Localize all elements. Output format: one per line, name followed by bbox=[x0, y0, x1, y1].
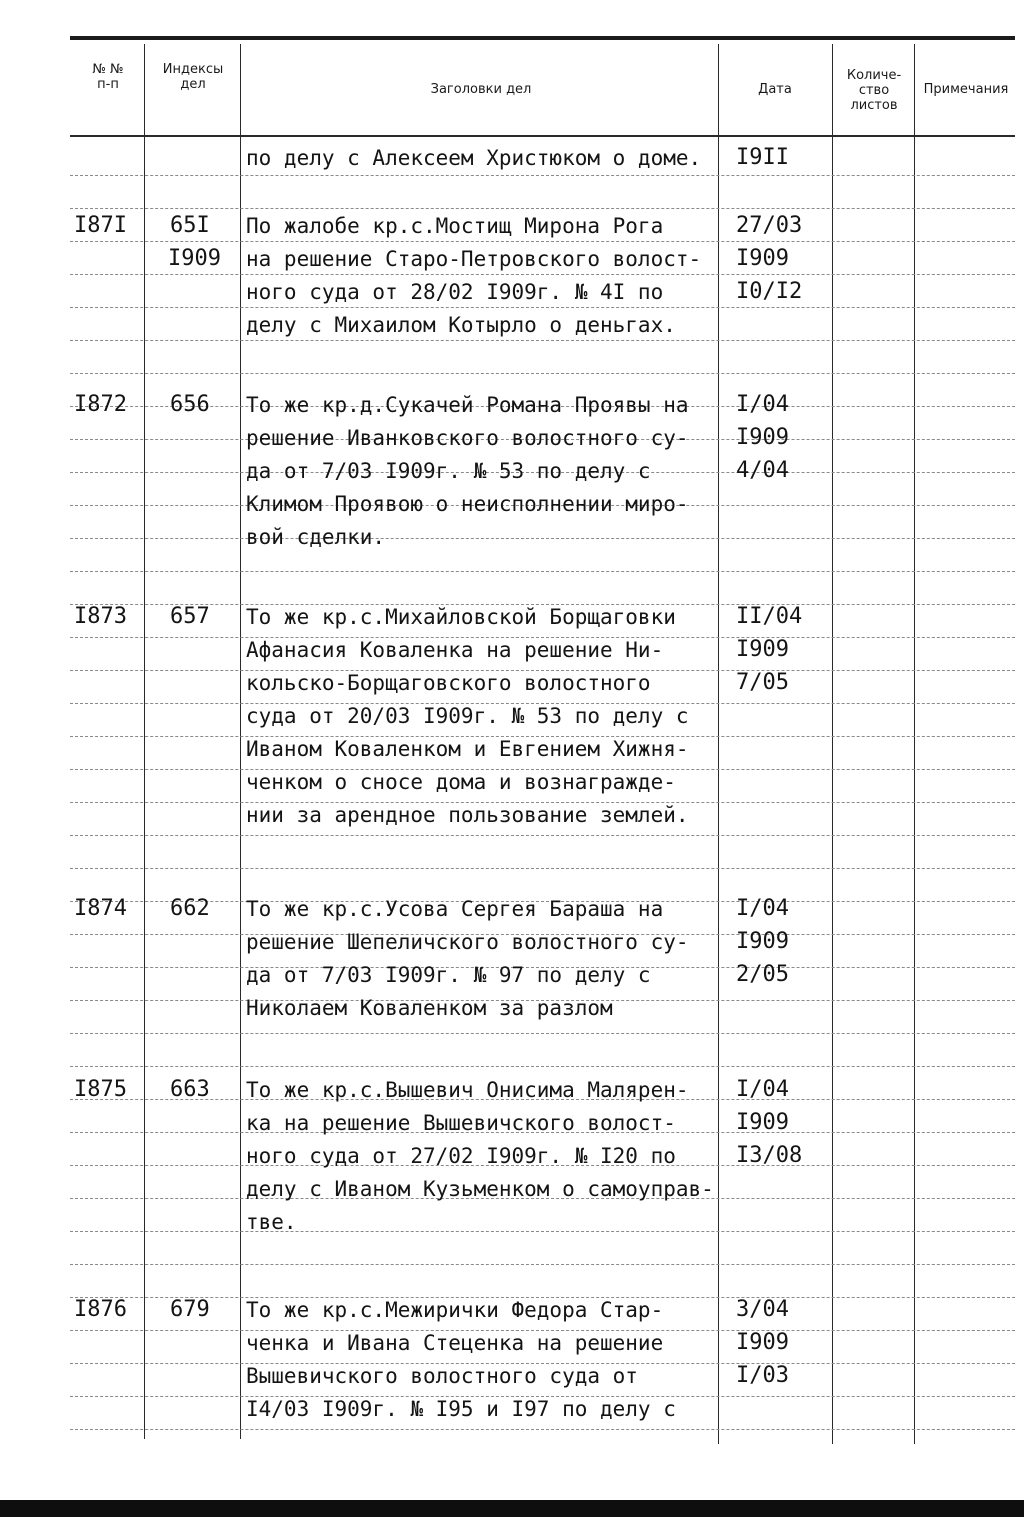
title-line: делу с Михаилом Котырло о деньгах. bbox=[246, 313, 676, 337]
row-date: II/04 bbox=[736, 604, 803, 629]
row-date: I909 bbox=[736, 1110, 789, 1135]
title-line: да от 7/03 I909г. № 97 по делу с bbox=[246, 963, 651, 987]
title-line: вой сделки. bbox=[246, 525, 386, 549]
row-date: I/04 bbox=[736, 896, 789, 921]
ruling-line bbox=[70, 1066, 1015, 1067]
ruling-line bbox=[70, 835, 1015, 836]
title-line: I4/03 I909г. № I95 и I97 по делу с bbox=[246, 1397, 676, 1421]
title-line: То же кр.с.Межирички Федора Стар- bbox=[246, 1298, 664, 1322]
row-date: I909 bbox=[736, 1330, 789, 1355]
title-line: То же кр.с.Михайловской Борщаговки bbox=[246, 605, 676, 629]
row-date: I0/I2 bbox=[736, 279, 803, 304]
row-date: I909 bbox=[736, 425, 789, 450]
row-number: I873 bbox=[74, 604, 127, 629]
row-index: 662 bbox=[170, 896, 210, 921]
row-date: I9II bbox=[736, 145, 789, 170]
header-index: Индексы дел bbox=[162, 62, 224, 92]
row-date: I909 bbox=[736, 246, 789, 271]
row-date: I/03 bbox=[736, 1363, 789, 1388]
ruling-line bbox=[70, 307, 1015, 308]
row-index: 663 bbox=[170, 1077, 210, 1102]
ruling-line bbox=[70, 208, 1015, 209]
title-line: Николаем Коваленком за разлом bbox=[246, 996, 613, 1020]
row-number: I87I bbox=[74, 213, 127, 238]
column-rule bbox=[832, 44, 833, 1444]
row-date: 27/03 bbox=[736, 213, 803, 238]
row-date: 7/05 bbox=[736, 670, 789, 695]
title-line: решение Шепеличского волостного су- bbox=[246, 930, 689, 954]
title-line: ченка и Ивана Стеценка на решение bbox=[246, 1331, 664, 1355]
row-date: I/04 bbox=[736, 392, 789, 417]
row-number: I875 bbox=[74, 1077, 127, 1102]
ruling-line bbox=[70, 868, 1015, 869]
column-rule bbox=[240, 44, 241, 1439]
title-line: Афанасия Коваленка на решение Ни- bbox=[246, 638, 664, 662]
row-number: I876 bbox=[74, 1297, 127, 1322]
row-date: I/04 bbox=[736, 1077, 789, 1102]
ruling-line bbox=[70, 1033, 1015, 1034]
title-line: ного суда от 28/02 I909г. № 4I по bbox=[246, 280, 664, 304]
ruling-line bbox=[70, 241, 1015, 242]
ruling-line bbox=[70, 1264, 1015, 1265]
header-title: Заголовки дел bbox=[430, 82, 532, 97]
row-index: 679 bbox=[170, 1297, 210, 1322]
title-line: ного суда от 27/02 I909г. № I20 по bbox=[246, 1144, 676, 1168]
header-rule bbox=[70, 135, 1015, 137]
title-line: То же кр.д.Сукачей Романа Проявы на bbox=[246, 393, 689, 417]
header-date: Дата bbox=[758, 82, 792, 97]
row-number: I874 bbox=[74, 896, 127, 921]
row-date: 4/04 bbox=[736, 458, 789, 483]
ruling-line bbox=[70, 1429, 1015, 1430]
title-line: нии за арендное пользование землей. bbox=[246, 803, 689, 827]
row-index: 657 bbox=[170, 604, 210, 629]
title-line: Вышевичского волостного суда от bbox=[246, 1364, 638, 1388]
ruling-line bbox=[70, 175, 1015, 176]
title-line: тве. bbox=[246, 1210, 297, 1234]
title-line: То же кр.с.Усова Сергея Бараша на bbox=[246, 897, 664, 921]
ruling-line bbox=[70, 373, 1015, 374]
row-date: I909 bbox=[736, 637, 789, 662]
column-rule bbox=[144, 44, 145, 1439]
title-line: ка на решение Вышевичского волост- bbox=[246, 1111, 676, 1135]
row-index: 65I bbox=[170, 213, 210, 238]
title-line: делу с Иваном Кузьменком о самоуправ- bbox=[246, 1177, 714, 1201]
row-index: 656 bbox=[170, 392, 210, 417]
row-date: 2/05 bbox=[736, 962, 789, 987]
ruling-line bbox=[70, 340, 1015, 341]
title-line: по делу с Алексеем Христюком о доме. bbox=[246, 146, 702, 170]
top-border bbox=[70, 36, 1015, 40]
row-date: I909 bbox=[736, 929, 789, 954]
row-date: 3/04 bbox=[736, 1297, 789, 1322]
ruling-line bbox=[70, 538, 1015, 539]
title-line: По жалобе кр.с.Мостищ Мирона Рога bbox=[246, 214, 664, 238]
ruling-line bbox=[70, 571, 1015, 572]
header-count: Количе- ство листов bbox=[846, 68, 902, 113]
column-rule bbox=[914, 44, 915, 1444]
title-line: Иваном Коваленком и Евгением Хижня- bbox=[246, 737, 689, 761]
title-line: на решение Старо-Петровского волост- bbox=[246, 247, 702, 271]
title-line: да от 7/03 I909г. № 53 по делу с bbox=[246, 459, 651, 483]
row-date: I3/08 bbox=[736, 1143, 803, 1168]
title-line: ченком о сносе дома и вознагражде- bbox=[246, 770, 676, 794]
scan-edge bbox=[0, 1500, 1024, 1517]
column-rule bbox=[718, 44, 719, 1444]
title-line: решение Иванковского волостного су- bbox=[246, 426, 689, 450]
header-notes: Примечания bbox=[923, 82, 1009, 97]
header-number: № № п-п bbox=[92, 62, 124, 92]
ruling-line bbox=[70, 274, 1015, 275]
ruling-line bbox=[70, 1231, 1015, 1232]
title-line: То же кр.с.Вышевич Онисима Малярен- bbox=[246, 1078, 689, 1102]
row-index: I909 bbox=[168, 246, 221, 271]
title-line: кольско-Борщаговского волостного bbox=[246, 671, 651, 695]
row-number: I872 bbox=[74, 392, 127, 417]
title-line: суда от 20/03 I909г. № 53 по делу с bbox=[246, 704, 689, 728]
title-line: Климом Проявою о неисполнении миро- bbox=[246, 492, 689, 516]
